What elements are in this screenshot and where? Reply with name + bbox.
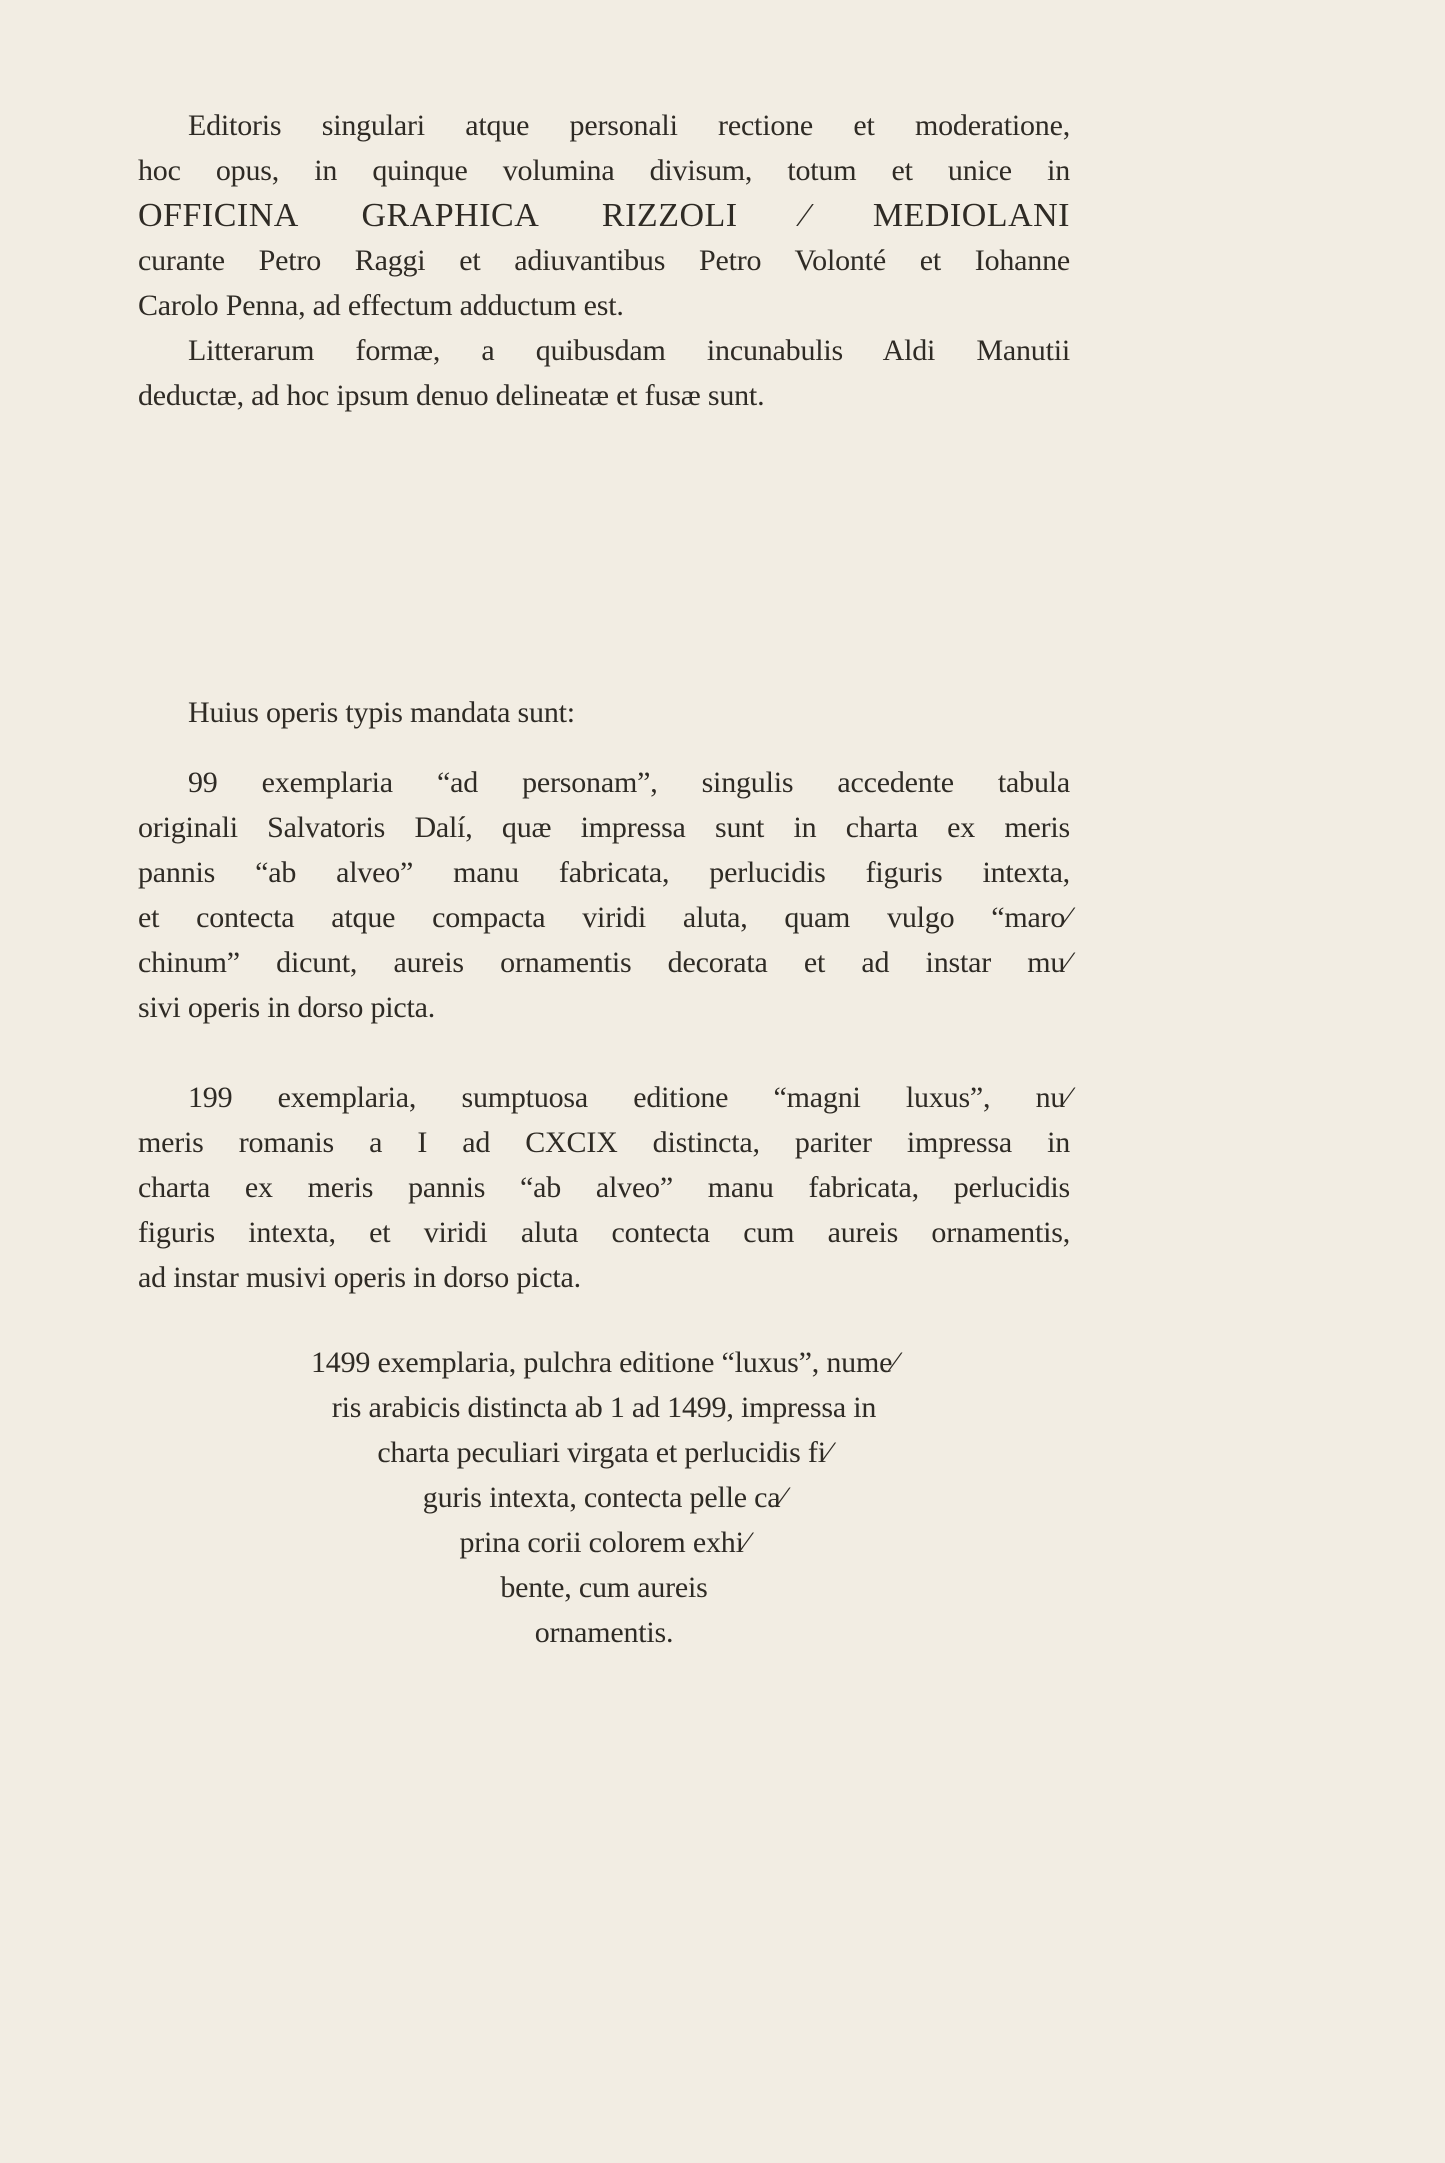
- text-line: Huius operis typis mandata sunt:: [188, 696, 575, 729]
- paragraph-1499-exemplaria: [138, 1340, 1070, 1655]
- text-block: [138, 0, 1070, 1655]
- text-line: OFFICINA GRAPHICA RIZZOLI ⁄ MEDIOLANI: [138, 197, 1070, 234]
- text-line: guris intexta, contecta pelle ca⁄: [422, 1481, 786, 1514]
- text-line: meris romanis a I ad CXCIX distincta, pariter impressa in: [138, 1126, 1070, 1159]
- text-line: Carolo Penna, ad effectum adductum est.: [138, 289, 624, 322]
- text-line: 99 exemplaria “ad personam”, singulis accedente tabula: [188, 766, 1070, 799]
- text-line: pannis “ab alveo” manu fabricata, perlucidis figuris intexta,: [138, 856, 1070, 889]
- text-line: curante Petro Raggi et adiuvantibus Petro Volonté et Iohanne: [138, 244, 1070, 277]
- text-line: bente, cum aureis: [500, 1571, 708, 1604]
- text-line: ad instar musivi operis in dorso picta.: [138, 1261, 581, 1294]
- text-line: figuris intexta, et viridi aluta contecta cum aureis ornamentis,: [138, 1216, 1070, 1249]
- paragraph-editoris: [138, 103, 1070, 328]
- paragraph-99-exemplaria: [138, 760, 1070, 1030]
- text-line: chinum” dicunt, aureis ornamentis decorata et ad instar mu⁄: [138, 946, 1070, 979]
- text-line: deductæ, ad hoc ipsum denuo delineatæ et fusæ sunt.: [138, 379, 765, 412]
- paragraph-litterarum: [138, 328, 1070, 418]
- text-line: charta peculiari virgata et perlucidis fi⁄: [377, 1436, 831, 1469]
- paragraph-huius: [138, 690, 1070, 735]
- text-line: Editoris singulari atque personali rectione et moderatione,: [188, 109, 1070, 142]
- text-line: originali Salvatoris Dalí, quæ impressa sunt in charta ex meris: [138, 811, 1070, 844]
- text-line: 199 exemplaria, sumptuosa editione “magni luxus”, nu⁄: [188, 1081, 1070, 1114]
- text-line: et contecta atque compacta viridi aluta, quam vulgo “maro⁄: [138, 901, 1070, 934]
- paragraph-199-exemplaria: [138, 1075, 1070, 1300]
- text-line: Litterarum formæ, a quibusdam incunabulis Aldi Manutii: [188, 334, 1070, 367]
- text-line: charta ex meris pannis “ab alveo” manu fabricata, perlucidis: [138, 1171, 1070, 1204]
- text-line: 1499 exemplaria, pulchra editione “luxus”, nume⁄: [310, 1346, 898, 1379]
- text-line: sivi operis in dorso picta.: [138, 991, 436, 1024]
- text-line: ris arabicis distincta ab 1 ad 1499, impressa in: [331, 1391, 877, 1424]
- text-line: ornamentis.: [534, 1616, 674, 1649]
- text-line: prina corii colorem exhi⁄: [459, 1526, 749, 1559]
- text-line: hoc opus, in quinque volumina divisum, totum et unice in: [138, 154, 1070, 187]
